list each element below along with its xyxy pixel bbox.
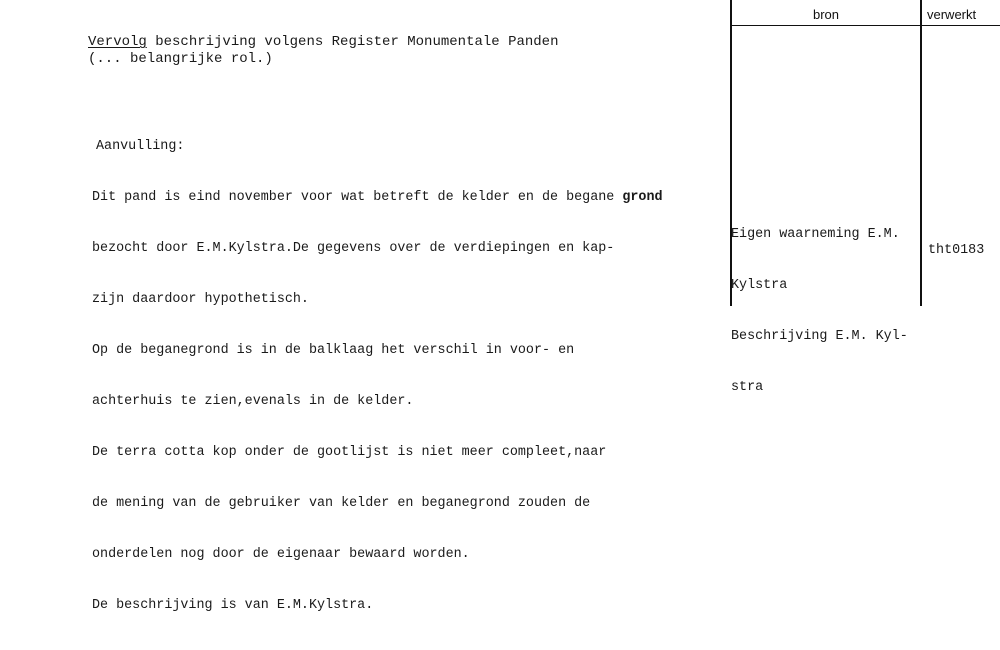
supplement-line: De beschrijving is van E.M.Kylstra. (92, 598, 374, 613)
source-line: Eigen waarneming E.M. (731, 227, 900, 242)
supplement-line: onderdelen nog door de eigenaar bewaard worden. (92, 547, 470, 562)
heading-title-rest: beschrijving volgens Register Monumentale Panden (146, 34, 559, 50)
document-heading (88, 34, 558, 68)
heading-subline: (... belangrijke rol.) (88, 51, 273, 67)
supplement-line: achterhuis te zien,evenals in de kelder. (92, 394, 414, 409)
supplement-block (92, 104, 663, 631)
supplement-label: Aanvulling: (96, 139, 185, 154)
supplement-line: De terra cotta kop onder de gootlijst is niet meer compleet,naar (92, 445, 607, 460)
supplement-line: bezocht door E.M.Kylstra.De gegevens over de verdiepingen en kap- (92, 241, 615, 256)
supplement-line: Op de beganegrond is in de balklaag het verschil in voor- en (92, 343, 575, 358)
column-header-processed: verwerkt (927, 7, 977, 22)
supplement-line: de mening van de gebruiker van kelder en beganegrond zouden de (92, 496, 591, 511)
supplement-bold-word: grond (622, 190, 663, 205)
table-header-divider (731, 25, 1000, 26)
processed-code: tht0183 (928, 243, 985, 258)
source-line: Kylstra (731, 278, 788, 293)
source-line: Beschrijving E.M. Kyl- (731, 329, 908, 344)
source-cell (731, 192, 908, 413)
supplement-line: zijn daardoor hypothetisch. (92, 292, 309, 307)
supplement-line (92, 189, 663, 206)
source-line: stra (731, 380, 764, 395)
column-header-source: bron (812, 7, 840, 22)
heading-underlined-word: Vervolg (88, 34, 147, 50)
supplement-first-line-text: Dit pand is eind november voor wat betreft de kelder en de begane (92, 190, 623, 205)
table-column-divider (920, 0, 922, 306)
